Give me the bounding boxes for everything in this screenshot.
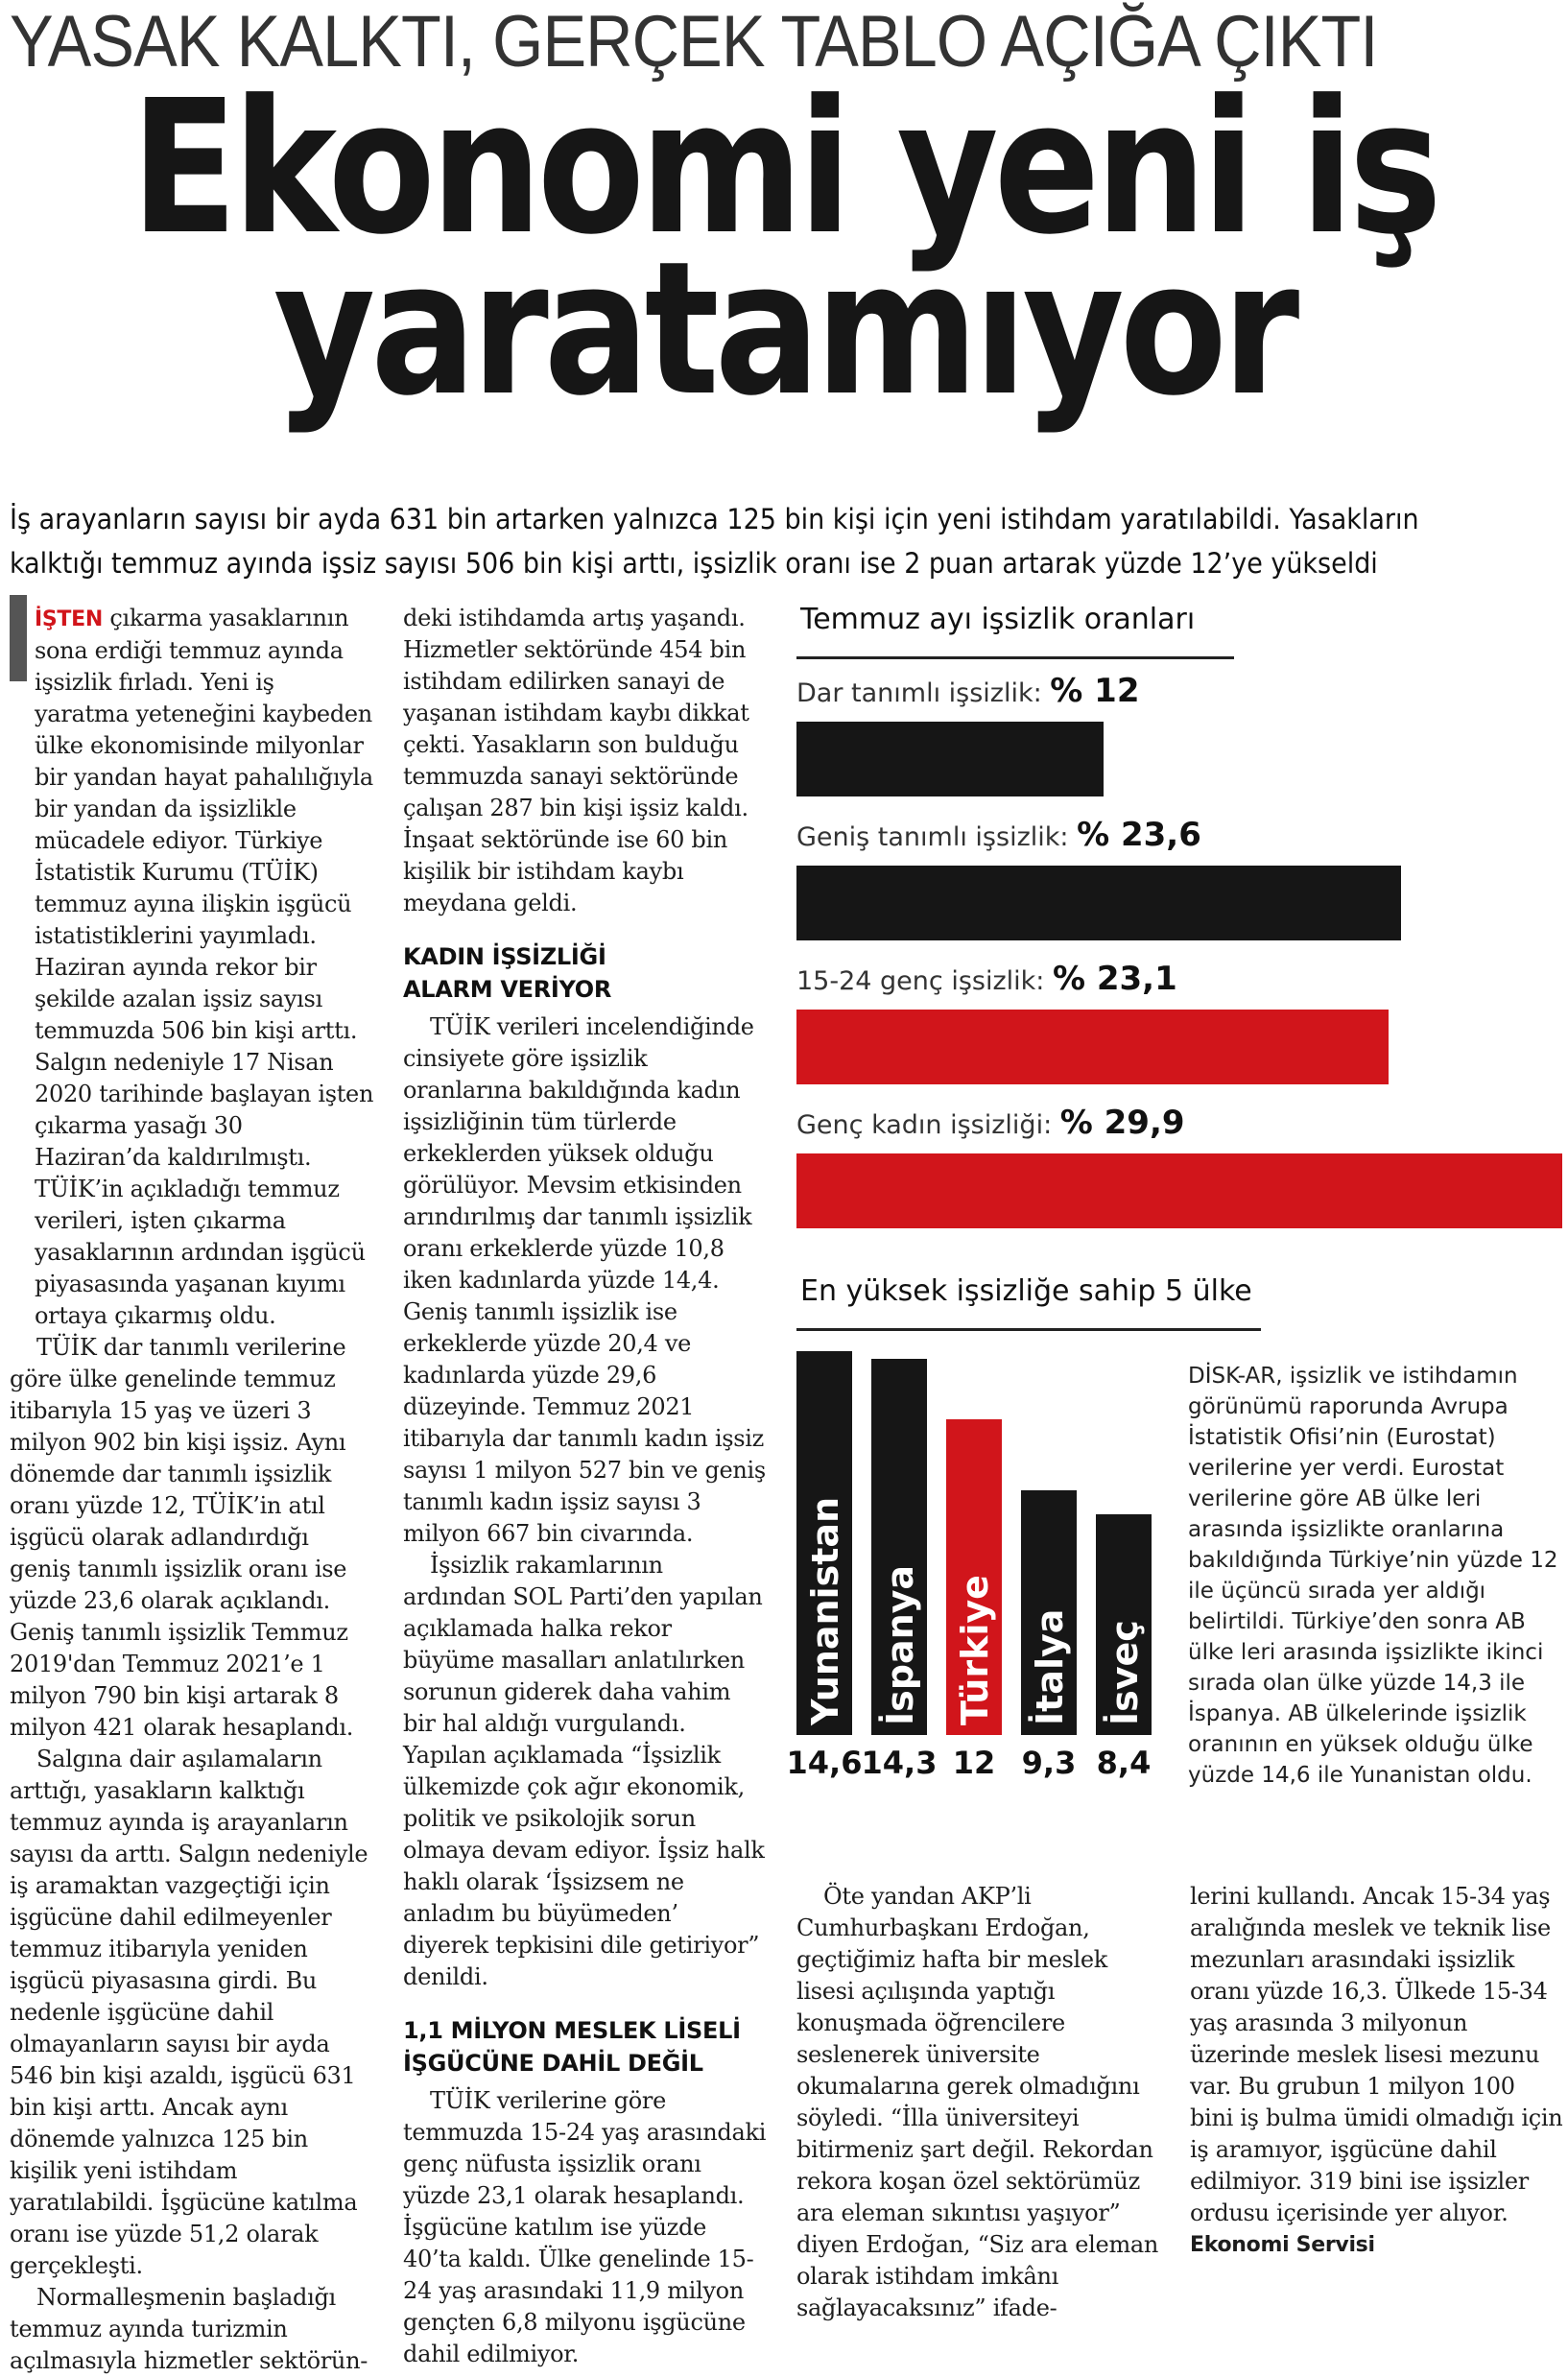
bar-category-label: Türkiye	[954, 1575, 996, 1725]
title-rule	[796, 656, 1234, 659]
headline-line-1: Ekonomi yeni iş	[131, 61, 1437, 275]
deck-line-2: kalktığı temmuz ayında işsiz sayısı 506 bin kişi arttı, işsizlik oranı ise 2 puan artarak yüzde 12’ye yükseldi	[10, 547, 1378, 580]
bar-value-label: % 12	[1050, 672, 1140, 710]
bar-label	[796, 960, 1177, 998]
bar	[796, 1010, 1389, 1084]
article-text: çıkarma yasaklarının sona erdiği temmuz ayında işsizlik fırladı. Yeni iş yaratma yeteneğini kaybeden ülke ekonomisinde milyonlar bir yandan hayat pahalılığıyla bir yandan da işsizlikle mücadele ediyor. Türkiye İstatistik Kurumu (TÜİK) temmuz ayına ilişkin işgücü istatistiklerini yayımladı. Haziran ayında rekor bir şekilde azalan işsiz sayısı temmuzda 506 bin kişi arttı. Salgın nedeniyle 17 Nisan 2020 tarihinde başlayan işten çıkarma yasağı 30 Haziran’da kaldırılmıştı. TÜİK’in açıkladığı temmuz verileri, işten çıkarma yasaklarının ardından işgücü piyasasında yaşanan kıyımı ortaya çıkarmış oldu.	[35, 605, 374, 1329]
article-paragraph: TÜİK verilerine göre temmuzda 15-24 yaş arasındaki genç nüfusta işsizlik oranı yüzde 23,1 olarak hesaplandı. İşgücüne katılım ise yüzde 40’ta kaldı. Ülke genelinde 15-24 yaş arasındaki 11,9 milyon gençten 6,8 milyonu işgücüne dahil edilmiyor.	[403, 2087, 767, 2367]
article-paragraph: Öte yandan AKP’li Cumhurbaşkanı Erdoğan, geçtiğimiz hafta bir meslek lisesi açılışında yaptığı konuşmada öğrencilere seslenerek üniversite okumalarına gerek olmadığını söyledi. “İlla üniversiteyi bitirmeniz şart değil. Rekordan rekora koşan özel sektörümüz ara eleman sıkıntısı yaşıyor” diyen Erdoğan, “Siz ara eleman olarak istihdam imkânı sağlayacaksınız” ifade-	[796, 1883, 1159, 2321]
article-column-1	[10, 603, 374, 2377]
article-column-2	[403, 603, 768, 2370]
bar-category: 15-24 genç işsizlik:	[796, 966, 1053, 996]
bar-value-label: % 23,6	[1077, 816, 1201, 854]
chart-title-countries: En yüksek işsizliğe sahip 5 ülke	[800, 1274, 1252, 1308]
bar-label	[796, 816, 1201, 854]
bar-category-label: İspanya	[879, 1564, 921, 1725]
article-paragraph: İşsizlik rakamlarının ardından SOL Parti’den yapılan açıklamada halka rekor büyüme masalları anlatılırken sorunun giderek daha vahim bir hal aldığı vurgulandı. Yapılan açıklamada “İşsizlik ülkemizde çok ağır ekonomik, politik ve psikolojik sorun olmaya devam ediyor. İşsiz halk haklı olarak ‘İşsizsem ne anladım bu büyümeden’ diyerek tepkisini dile getiriyor” denildi.	[403, 1552, 765, 1990]
subhead-vocational	[403, 2014, 768, 2080]
subhead-line: ALARM VERİYOR	[403, 976, 612, 1003]
subhead-line: 1,1 MİLYON MESLEK LİSELİ	[403, 2017, 741, 2044]
subhead-line: İŞGÜCÜNE DAHİL DEĞİL	[403, 2050, 703, 2077]
byline: Ekonomi Servisi	[1190, 2233, 1375, 2257]
bar-label	[796, 672, 1140, 710]
kicker: YASAK KALKTI, GERÇEK TABLO AÇIĞA ÇIKTI	[10, 1, 1378, 83]
deck	[10, 497, 1564, 585]
article-paragraph: Salgına dair aşılamaların arttığı, yasakların kalktığı temmuz ayında iş arayanların sayısı da arttı. Salgın nedeniyle iş aramaktan vazgeçtiği için işgücüne dahil edilmeyenler temmuz itibarıyla yeniden işgücü piyasasına girdi. Bu nedenle işgücüne dahil olmayanların sayısı bir ayda 546 bin kişi azaldı, işgücü 631 bin kişi arttı. Ancak aynı dönemde yalnızca 125 bin kişilik yeni istihdam yaratılabildi. İşgücüne katılma oranı ise yüzde 51,2 olarak gerçekleşti.	[10, 1746, 368, 2279]
article-column-4	[1190, 1881, 1564, 2261]
bar-category-label: İtalya	[1029, 1608, 1071, 1725]
bar-value-label: % 23,1	[1052, 960, 1177, 998]
bar-label	[796, 1104, 1185, 1142]
bar	[796, 1153, 1562, 1228]
subhead-line: KADIN İŞSİZLİĞİ	[403, 943, 606, 970]
headline-line-2: yaratamıyor	[273, 223, 1295, 437]
bar-category: Genç kadın işsizliği:	[796, 1110, 1060, 1140]
bar-value-label: % 29,9	[1059, 1104, 1185, 1142]
subhead-women-unemployment	[403, 940, 768, 1006]
chart-note: DİSK-AR, işsizlik ve istihdamın görünümü raporunda Avrupa İstatistik Ofisi’nin (Eurostat) verilerine yer verdi. Eurostat verilerine göre AB ülke leri arasında işsizlikte oranlarına bakıldığında Türkiye’nin yüzde 12 ile üçüncü sırada yer aldığı belirtildi. Türkiye’den sonra AB ülke leri arasında işsizlikte ikinci sırada olan ülke yüzde 14,3 ile İspanya. AB ülkelerinde işsizlik oranının en yüksek olduğu ülke yüzde 14,6 ile Yunanistan oldu.	[1188, 1364, 1558, 1788]
title-rule	[796, 1328, 1261, 1331]
bar-category: Dar tanımlı işsizlik:	[796, 678, 1051, 708]
article-paragraph: Normalleşmenin başladığı temmuz ayında turizmin açılmasıyla hizmetler sektörün-	[10, 2284, 368, 2374]
bar-category-label: Yunanistan	[804, 1496, 846, 1725]
bar-value-label: 12	[952, 1745, 996, 1781]
lead-in: İŞTEN	[35, 607, 103, 631]
article-column-3	[796, 1881, 1161, 2324]
chart-title-rates: Temmuz ayı işsizlik oranları	[800, 603, 1196, 636]
article-paragraph: lerini kullandı. Ancak 15-34 yaş aralığında meslek ve teknik lise mezunları arasındaki işsizlik oranı yüzde 16,3. Ülkede 15-34 yaş arasında 3 milyonun üzerinde meslek lisesi mezunu var. Bu grubun 1 milyon 100 bini iş bulma ümidi olmadığı için iş aramıyor, işgücüne dahil edilmiyor. 319 bini ise işsizler ordusu içerisinde yer alıyor.	[1190, 1883, 1563, 2226]
article-paragraph: TÜİK dar tanımlı verilerine göre ülke genelinde temmuz itibarıyla 15 yaş ve üzeri 3 milyon 902 bin kişi işsiz. Aynı dönemde dar tanımlı işsizlik oranı yüzde 12, TÜİK’in atıl işgücü olarak adlandırdığı geniş tanımlı işsizlik oranı ise yüzde 23,6 olarak açıklandı. Geniş tanımlı işsizlik Temmuz 2019'dan Temmuz 2021’e 1 milyon 790 bin kişi artarak 8 milyon 421 olarak hesaplandı.	[10, 1334, 354, 1741]
article-paragraph: deki istihdamda artış yaşandı. Hizmetler sektöründe 454 bin istihdam edilirken sanayi de yaşanan istihdam kaybı dikkat çekti. Yasakların son bulduğu temmuzda sanayi sektöründe çalışan 287 bin kişi işsiz kaldı. İnşaat sektöründe ise 60 bin kişilik bir istihdam kaybı meydana geldi.	[403, 605, 749, 916]
bar-category: Geniş tanımlı işsizlik:	[796, 822, 1078, 852]
bar	[796, 722, 1104, 796]
headline	[0, 61, 1568, 437]
article-paragraph	[10, 603, 374, 1332]
bar-value-label: 8,4	[1096, 1745, 1152, 1781]
bar-value-label: 14,6	[786, 1745, 863, 1781]
bar	[796, 866, 1401, 940]
bar-value-label: 14,3	[861, 1745, 938, 1781]
chart-panel	[786, 603, 1564, 1850]
bar-value-label: 9,3	[1021, 1745, 1077, 1781]
article-paragraph: TÜİK verileri incelendiğinde cinsiyete göre işsizlik oranlarına bakıldığında kadın işsizliğinin tüm türlerde erkeklerden yüksek olduğu görülüyor. Mevsim etkisinden arındırılmış dar tanımlı işsizlik oranı erkeklerde yüzde 10,8 iken kadınlarda yüzde 14,4. Geniş tanımlı işsizlik ise erkeklerde yüzde 20,4 ve kadınlarda yüzde 29,6 düzeyinde. Temmuz 2021 itibarıyla dar tanımlı kadın işsiz sayısı 1 milyon 527 bin ve geniş tanımlı kadın işsiz sayısı 3 milyon 667 bin civarında.	[403, 1013, 766, 1547]
deck-line-1: İş arayanların sayısı bir ayda 631 bin artarken yalnızca 125 bin kişi için yeni istihdam yaratılabildi. Yasakların	[10, 503, 1419, 535]
bar-category-label: İsveç	[1104, 1620, 1146, 1725]
